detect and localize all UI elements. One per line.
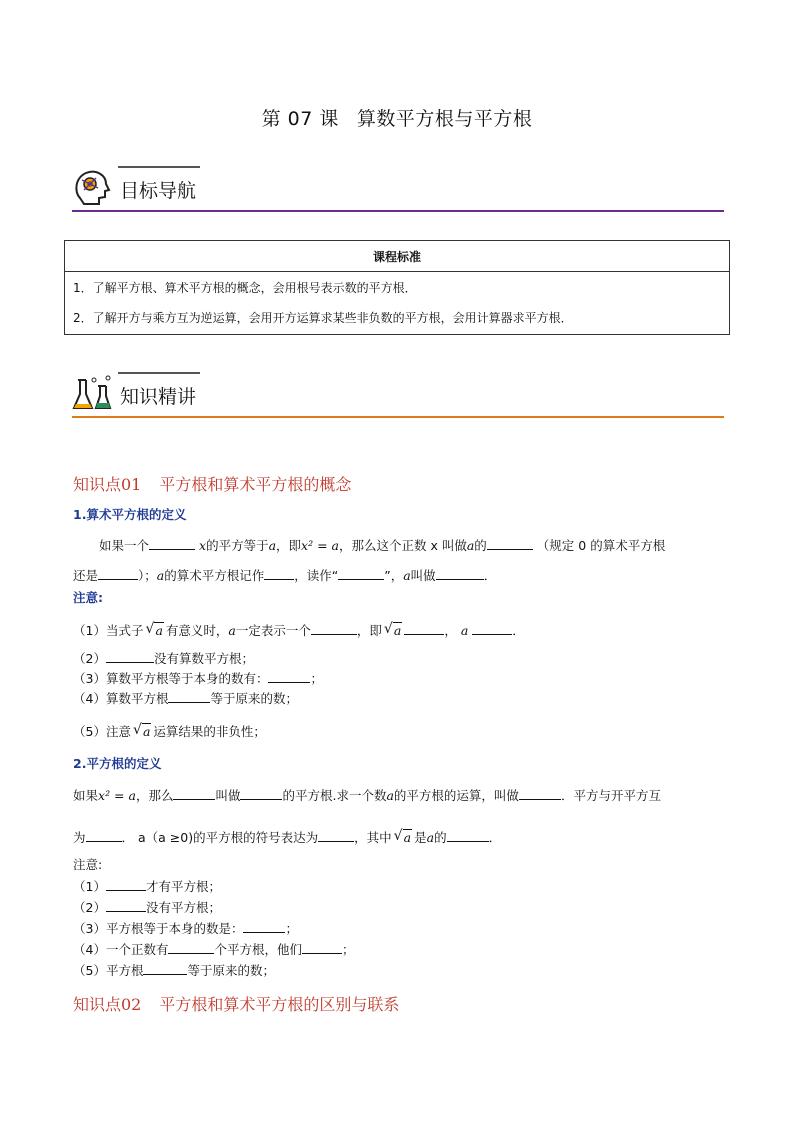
fill-blank[interactable] <box>106 650 154 663</box>
sqrt-symbol: √ a <box>384 622 402 640</box>
fill-blank[interactable] <box>168 690 210 703</box>
note-item: （2） 没有算数平方根； <box>73 651 254 666</box>
note-item: （3）算数平方根等于本身的数有： ； <box>73 671 323 686</box>
sqrt-symbol: √ a <box>133 723 151 741</box>
fill-blank[interactable] <box>436 567 484 580</box>
fill-blank[interactable] <box>168 941 214 954</box>
fill-blank[interactable] <box>487 537 533 550</box>
note-item: （1） 才有平方根； <box>73 879 221 894</box>
section-rule <box>72 210 724 212</box>
header-decoration <box>118 372 200 374</box>
fill-blank[interactable] <box>268 670 310 683</box>
fill-blank[interactable] <box>173 787 215 800</box>
table-body <box>65 272 730 335</box>
standard-item: 2．了解开方与乘方互为逆运算，会用开方运算求某些非负数的平方根，会用计算器求平方根． <box>73 311 573 325</box>
fill-blank[interactable] <box>106 878 146 891</box>
standard-item: 1．了解平方根、算术平方根的概念，会用根号表示数的平方根． <box>73 281 417 295</box>
section-rule <box>72 416 724 418</box>
sqrt-symbol: √ a <box>145 622 163 640</box>
section-title: 目标导航 <box>120 180 197 202</box>
definition-line: 还是 ）；a的算术平方根记作 ，读作“ ”，a叫做 ． <box>73 568 497 583</box>
note-item: （2） 没有平方根； <box>73 900 221 915</box>
sqrt-symbol: √ a <box>394 829 412 847</box>
note-item: （4）一个正数有 个平方根，他们 ； <box>73 942 355 957</box>
fill-blank[interactable] <box>472 622 512 635</box>
fill-blank[interactable] <box>338 567 384 580</box>
note-item: （4）算数平方根 等于原来的数； <box>73 691 298 706</box>
course-standard-table <box>64 240 730 335</box>
definition-heading: 2.平方根的定义 <box>73 756 162 771</box>
knowledge-point-heading: 知识点02 平方根和算术平方根的区别与联系 <box>73 995 400 1014</box>
lesson-number: 第 07 课 <box>261 108 339 130</box>
fill-blank[interactable] <box>311 622 357 635</box>
note-item: （3）平方根等于本身的数是： ； <box>73 921 298 936</box>
fill-blank[interactable] <box>243 920 285 933</box>
definition-heading: 1.算术平方根的定义 <box>73 507 187 522</box>
definition-line: 如果x² = a，那么 叫做 的平方根.求一个数a的平方根的运算，叫做 ．平方与开平方互 <box>73 788 661 803</box>
section-header-knowledge <box>72 372 724 418</box>
fill-blank[interactable] <box>240 787 282 800</box>
note-item: （1）当式子√ a 有意义时，a一定表示一个 ，即√ a ， a ． <box>73 622 525 640</box>
fill-blank[interactable] <box>519 787 561 800</box>
knowledge-point-heading: 知识点01 平方根和算术平方根的概念 <box>73 475 352 494</box>
fill-blank[interactable] <box>86 829 122 842</box>
definition-line: 如果一个 x的平方等于a，即x² = a，那么这个正数 x 叫做a的 （规定 0 的算术平方根 <box>99 538 666 553</box>
fill-blank[interactable] <box>318 829 354 842</box>
header-decoration <box>118 166 200 168</box>
note-heading: 注意: <box>73 590 103 605</box>
fill-blank[interactable] <box>302 941 342 954</box>
flask-icon <box>72 374 112 414</box>
section-title: 知识精讲 <box>120 386 197 408</box>
table-header: 课程标准 <box>65 241 730 272</box>
note-heading: 注意: <box>73 857 103 872</box>
note-item: （5）平方根 等于原来的数； <box>73 963 275 978</box>
note-item: （5）注意√ a 运算结果的非负性； <box>73 723 266 741</box>
lesson-name: 算数平方根与平方根 <box>356 108 533 130</box>
fill-blank[interactable] <box>143 962 187 975</box>
definition-line: 为 ． a（a ≥0)的平方根的符号表达为 ，其中√ a 是a的 ． <box>73 829 501 847</box>
fill-blank[interactable] <box>149 537 195 550</box>
fill-blank[interactable] <box>404 622 444 635</box>
section-header-goals <box>72 166 724 212</box>
fill-blank[interactable] <box>447 829 489 842</box>
fill-blank[interactable] <box>264 567 294 580</box>
brain-gear-icon <box>72 168 112 208</box>
fill-blank[interactable] <box>98 567 138 580</box>
fill-blank[interactable] <box>106 899 146 912</box>
page-title <box>0 104 794 131</box>
